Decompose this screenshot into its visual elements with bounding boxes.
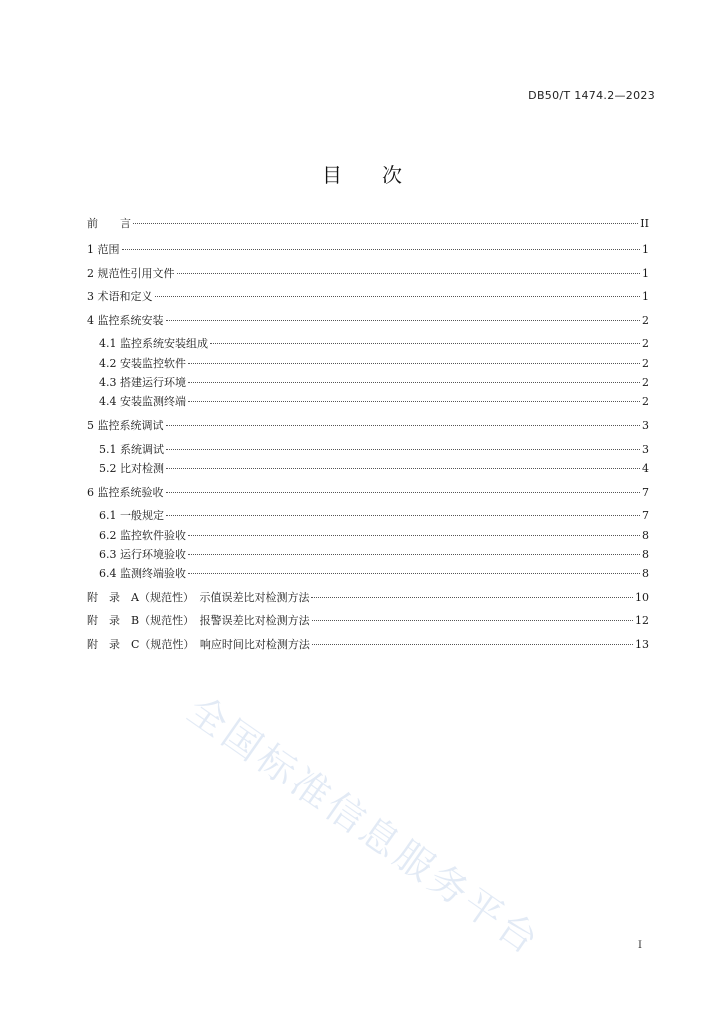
toc-page: 1 <box>642 243 649 256</box>
dot-leader <box>133 223 638 224</box>
toc-page: 8 <box>642 529 649 542</box>
toc-page: 3 <box>642 443 649 456</box>
toc-entry-5-1[interactable] <box>99 442 649 458</box>
toc-page: 7 <box>642 509 649 522</box>
toc-label: 5.2 比对检测 <box>99 462 164 475</box>
toc-entry-5[interactable] <box>87 418 649 434</box>
dot-leader <box>177 273 641 274</box>
toc-page: 8 <box>642 548 649 561</box>
toc-entry-6-4[interactable] <box>99 566 649 582</box>
toc-label: 5 监控系统调试 <box>87 419 164 432</box>
toc-entry-appendix-c[interactable] <box>87 637 649 653</box>
document-code: DB50/T 1474.2—2023 <box>528 89 655 102</box>
toc-entry-6[interactable] <box>87 485 649 501</box>
dot-leader <box>188 554 640 555</box>
dot-leader <box>166 515 640 516</box>
toc-page: 3 <box>642 419 649 432</box>
dot-leader <box>166 492 641 493</box>
title-part-1: 目 <box>322 163 342 187</box>
toc-page: 7 <box>642 486 649 499</box>
title-part-2: 次 <box>382 163 402 187</box>
toc-entry-6-3[interactable] <box>99 547 649 563</box>
toc-label: 4.3 搭建运行环境 <box>99 376 186 389</box>
toc-page: 2 <box>642 337 649 350</box>
dot-leader <box>166 320 641 321</box>
toc-label: 4 监控系统安装 <box>87 314 164 327</box>
dot-leader <box>188 363 640 364</box>
toc-label: 4.4 安装监测终端 <box>99 395 186 408</box>
toc-page: 2 <box>642 357 649 370</box>
toc-page: 1 <box>642 267 649 280</box>
dot-leader <box>166 468 640 469</box>
page-title <box>0 159 724 188</box>
toc-entry-4-1[interactable] <box>99 336 649 352</box>
toc-label: 6.2 监控软件验收 <box>99 529 186 542</box>
toc-entry-6-1[interactable] <box>99 508 649 524</box>
toc-entry-4[interactable] <box>87 313 649 329</box>
toc-page: 10 <box>635 591 649 604</box>
toc-label: 前 言 <box>87 217 131 230</box>
toc-entry-1[interactable] <box>87 242 649 258</box>
toc-entry-6-2[interactable] <box>99 528 649 544</box>
toc-page: 1 <box>642 290 649 303</box>
toc-entry-5-2[interactable] <box>99 461 649 477</box>
toc-label: 4.2 安装监控软件 <box>99 357 186 370</box>
toc-label: 4.1 监控系统安装组成 <box>99 337 208 350</box>
toc-page: 4 <box>642 462 649 475</box>
dot-leader <box>166 425 641 426</box>
toc-page: 2 <box>642 395 649 408</box>
toc-label: 1 范围 <box>87 243 120 256</box>
dot-leader <box>188 382 640 383</box>
dot-leader <box>312 620 633 621</box>
dot-leader <box>210 343 640 344</box>
toc-label: 3 术语和定义 <box>87 290 153 303</box>
dot-leader <box>155 296 641 297</box>
toc-label: 附 录 A（规范性） 示值误差比对检测方法 <box>87 591 310 604</box>
toc-label: 2 规范性引用文件 <box>87 267 175 280</box>
toc-label: 附 录 C（规范性） 响应时间比对检测方法 <box>87 638 310 651</box>
toc-entry-4-4[interactable] <box>99 394 649 410</box>
toc-label: 附 录 B（规范性） 报警误差比对检测方法 <box>87 614 310 627</box>
toc-label: 6.1 一般规定 <box>99 509 164 522</box>
toc-page: 2 <box>642 376 649 389</box>
dot-leader <box>188 401 640 402</box>
dot-leader <box>312 644 633 645</box>
dot-leader <box>166 449 640 450</box>
dot-leader <box>188 573 640 574</box>
watermark: 全国标准信息服务平台 <box>179 687 549 965</box>
toc-label: 6 监控系统验收 <box>87 486 164 499</box>
page-number: I <box>638 940 642 951</box>
toc-entry-foreword[interactable] <box>87 216 649 232</box>
toc-entry-3[interactable] <box>87 289 649 305</box>
toc-page: 12 <box>635 614 649 627</box>
dot-leader <box>188 535 640 536</box>
toc-page: 13 <box>635 638 649 651</box>
toc-label: 6.4 监测终端验收 <box>99 567 186 580</box>
toc-entry-appendix-a[interactable] <box>87 590 649 606</box>
toc-page: II <box>640 217 649 230</box>
dot-leader <box>311 597 633 598</box>
toc-entry-4-2[interactable] <box>99 356 649 372</box>
toc-entry-4-3[interactable] <box>99 375 649 391</box>
toc-entry-2[interactable] <box>87 266 649 282</box>
toc-page: 8 <box>642 567 649 580</box>
dot-leader <box>122 249 641 250</box>
toc-entry-appendix-b[interactable] <box>87 613 649 629</box>
toc-label: 5.1 系统调试 <box>99 443 164 456</box>
toc-page: 2 <box>642 314 649 327</box>
toc-label: 6.3 运行环境验收 <box>99 548 186 561</box>
